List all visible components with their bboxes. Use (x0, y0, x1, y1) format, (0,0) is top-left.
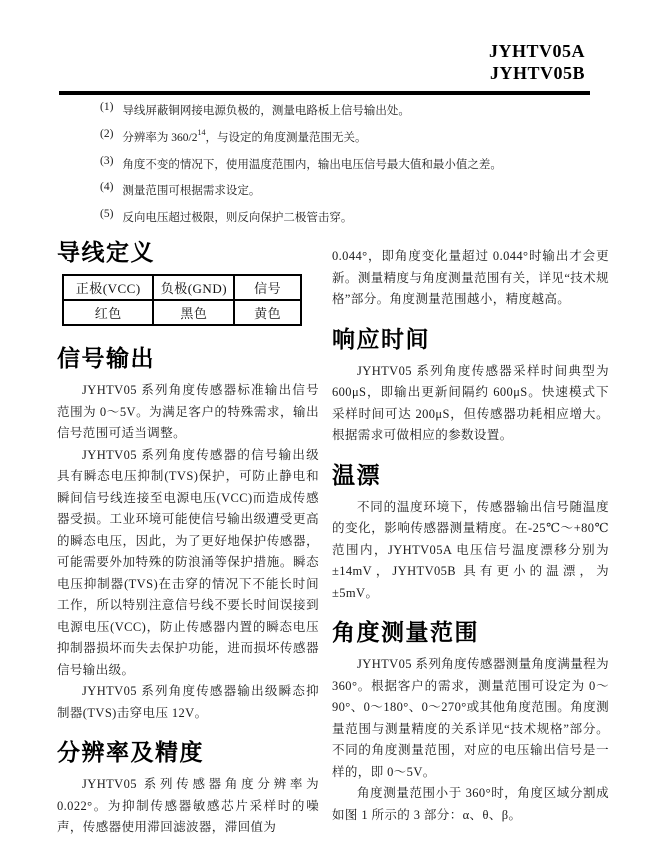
paragraph-response-time-1: JYHTV05 系列角度传感器采样时间典型为 600μS，即输出更新间隔约 600μS。快速模式下采样时间可达 200μS，但传感器功耗相应增大。根据需求可做相应的参数设置。 (332, 363, 609, 442)
product-model-a: JYHTV05A (488, 41, 585, 61)
table-row (63, 300, 301, 325)
note-text-pre: 分辨率为 360/2 (122, 131, 198, 144)
table-header-row (63, 275, 301, 300)
note-text (122, 179, 260, 199)
note-text-post: ，与设定的角度测量范围无关。 (205, 131, 367, 144)
note-text (122, 126, 366, 146)
two-column-layout (57, 238, 609, 839)
note-marker: (1) (100, 101, 114, 113)
note-superscript: 14 (197, 127, 206, 137)
paragraph-signal-output-2: JYHTV05 系列角度传感器的信号输出级具有瞬态电压抑制(TVS)保护，可防止静电和瞬间信号线连接至电源电压(VCC)而造成传感器受损。工业环境可能使信号输出级遭受更高的瞬态电压，因此，为了更好地保护传感器，可能需要外加特殊的防浪涌等保护措施。瞬态电压抑制器(TVS)在击穿的情况下不能长时间工作，所以特别注意信号线不要长时间误接到电源电压(VCC)，防止传感器内置的瞬态电压抑制器损坏而失去保护功能，进而损坏传感器信号输出级。 (57, 447, 319, 677)
paragraph-angle-range-1: JYHTV05 系列角度传感器测量角度满量程为 360°。根据客户的需求，测量范围可设定为 0～90°、0～180°、0～270°或其他角度范围。角度测量范围与测量精度的关系详见“技术规格”部分。不同的角度测量范围，对应的电压输出信号是一样的，即 0～5V。 (332, 657, 609, 779)
note-text-pre: 角度不变的情况下，使用温度范围内，输出电压信号最大值和最小值之差。 (122, 158, 502, 171)
note-text (122, 99, 410, 119)
note-text (122, 206, 352, 226)
table-cell-gnd-color: 黑色 (153, 300, 234, 325)
header-brand (489, 40, 585, 84)
wire-definition-table (62, 274, 302, 326)
paragraph-resolution-continuation: 0.044°，即角度变化量超过 0.044°时输出才会更新。测量精度与角度测量范围有关，详见“技术规格”部分。角度测量范围越小，精度越高。 (332, 249, 609, 306)
paragraph-angle-range-2: 角度测量范围小于 360°时，角度区域分割成如图 1 所示的 3 部分：α、θ、β。 (332, 786, 609, 822)
left-column (57, 238, 319, 839)
paragraph-temperature-drift-1: 不同的温度环境下，传感器输出信号随温度的变化，影响传感器测量精度。在-25℃～+80℃范围内，JYHTV05A 电压信号温度漂移分别为±14mV，JYHTV05B 具有更小的温漂，为±5mV。 (332, 499, 609, 600)
note-marker: (5) (100, 208, 114, 221)
product-model-b: JYHTV05B (489, 63, 585, 83)
table-cell-vcc-color: 红色 (63, 300, 153, 325)
note-text-pre: 测量范围可根据需求设定。 (122, 185, 261, 198)
note-text-pre: 导线屏蔽铜网接电源负极的，测量电路板上信号输出处。 (122, 104, 410, 117)
note-marker: (4) (100, 181, 114, 194)
header-divider (59, 91, 590, 95)
note-text (122, 153, 502, 173)
footnotes-list (100, 99, 600, 233)
table-header-cell-gnd: 负极(GND) (153, 275, 234, 300)
section-heading-response-time: 响应时间 (332, 326, 430, 353)
note-item (100, 206, 600, 226)
table-header-cell-vcc: 正极(VCC) (63, 275, 153, 300)
note-item (100, 126, 600, 146)
paragraph-signal-output-3: JYHTV05 系列角度传感器输出级瞬态抑制器(TVS)击穿电压 12V。 (57, 684, 319, 720)
note-marker: (3) (100, 154, 114, 167)
note-marker: (2) (100, 127, 114, 140)
paragraph-resolution-1: JYHTV05 系列传感器角度分辨率为 0.022°。为抑制传感器敏感芯片采样时的噪声，传感器使用滞回滤波器，滞回值为 (57, 777, 319, 834)
section-heading-resolution-precision: 分辨率及精度 (57, 740, 204, 766)
table-cell-signal-color: 黄色 (234, 300, 301, 325)
section-heading-angle-range: 角度测量范围 (332, 620, 479, 646)
section-heading-signal-output: 信号输出 (57, 346, 155, 372)
note-item (100, 153, 600, 173)
paragraph-signal-output-1: JYHTV05 系列角度传感器标准输出信号范围为 0～5V。为满足客户的特殊需求，输出信号范围可适当调整。 (57, 383, 319, 440)
note-text-pre: 反向电压超过极限，则反向保护二极管击穿。 (122, 212, 353, 225)
table-header-cell-signal: 信号 (234, 275, 301, 300)
note-item (100, 99, 600, 119)
section-heading-wire-definition: 导线定义 (57, 240, 155, 266)
right-column (332, 238, 609, 839)
note-item (100, 179, 600, 199)
section-heading-temperature-drift: 温漂 (332, 462, 381, 489)
